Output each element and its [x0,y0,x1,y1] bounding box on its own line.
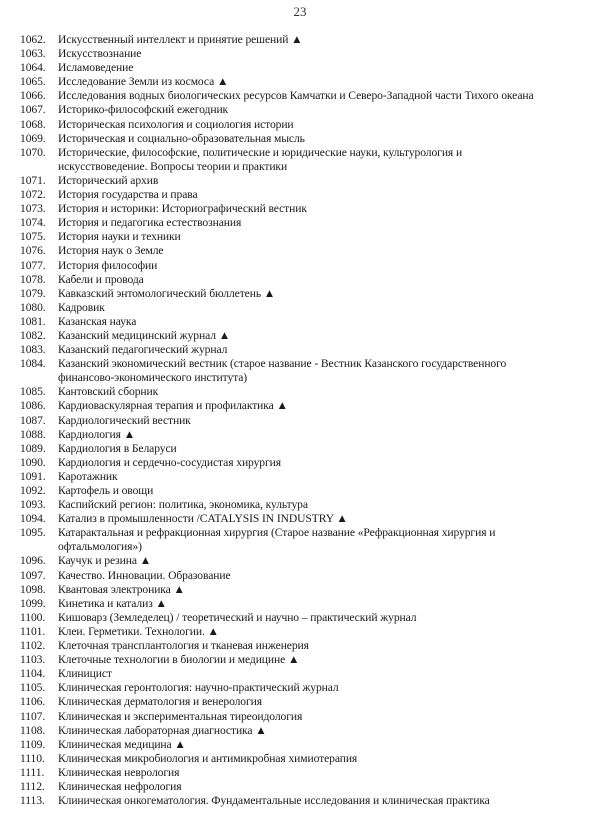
item-title: Клиническая нефрология [58,779,182,793]
list-item [20,554,580,568]
list-item [20,780,580,794]
item-number: 1076. [20,244,46,258]
item-title: Кавказский энтомологический бюллетень ▲ [58,286,276,300]
list-item [20,442,580,456]
item-title: Искусствознание [58,47,142,61]
list-item [20,75,580,89]
item-title: История и историки: Историографический вестник [58,202,307,216]
item-number: 1080. [20,300,46,314]
list-item [20,484,580,498]
list-item [20,456,580,470]
item-number: 1088. [20,427,46,441]
item-title: Историко-философский ежегодник [58,103,229,117]
list-item [20,343,580,357]
item-number: 1065. [20,75,46,89]
list-item [20,244,580,258]
list-item [20,766,580,780]
list-item [20,47,580,61]
item-title: История науки и техники [58,230,181,244]
item-title: Картофель и овощи [58,484,154,497]
list-item [20,174,580,188]
item-number: 1066. [20,89,46,103]
item-number: 1100. [20,610,46,624]
item-number: 1085. [20,385,46,399]
list-item [20,653,580,667]
item-title: История философии [58,258,158,272]
list-item [20,639,580,653]
item-number: 1107. [20,709,46,723]
item-title: История и педагогика естествознания [58,216,242,230]
item-title: Клиническая онкогематология. Фундаментальные исследования и клиническая практика [58,794,490,808]
item-number: 1078. [20,272,46,286]
item-number: 1086. [20,399,46,413]
item-number: 1102. [20,639,46,653]
list-item [20,202,580,216]
item-number: 1084. [20,357,46,371]
list-item [20,385,580,399]
item-title: Клиницист [58,667,112,681]
item-number: 1073. [20,202,46,216]
list-item [20,315,580,329]
item-title: Казанский медицинский журнал ▲ [58,328,231,342]
journal-list [20,33,580,808]
list-item [20,230,580,244]
item-number: 1064. [20,61,46,75]
item-number: 1103. [20,653,46,667]
list-item [20,695,580,709]
item-number: 1083. [20,343,46,357]
item-title: Исследование Земли из космоса ▲ [58,75,229,89]
item-title: Казанская наука [58,314,137,328]
item-title: Кантовский сборник [58,385,159,399]
list-item [20,216,580,230]
item-title: Исторические, философские, политические и юридические науки, культурология и искусствоведение. Вопросы теории и практики [58,145,463,173]
page-number: 23 [293,4,307,19]
list-item [20,259,580,273]
list-item [20,357,580,385]
list-item [20,399,580,413]
item-number: 1104. [20,667,46,681]
item-number: 1091. [20,469,46,483]
item-number: 1072. [20,188,46,202]
list-item [20,498,580,512]
item-number: 1096. [20,554,46,568]
item-title: Клеточная трансплантология и тканевая инженерия [58,639,309,653]
list-item [20,569,580,583]
list-item [20,724,580,738]
list-item [20,428,580,442]
item-number: 1093. [20,498,46,512]
item-number: 1101. [20,624,46,638]
item-title: Кардиология и сердечно-сосудистая хирургия [58,455,281,469]
item-number: 1095. [20,526,46,540]
list-item [20,89,580,103]
item-number: 1075. [20,230,46,244]
list-item [20,118,580,132]
item-title: Клиническая дерматология и венерология [58,695,262,709]
item-title: Качество. Инновации. Образование [58,568,231,582]
list-item [20,738,580,752]
item-number: 1105. [20,681,46,695]
item-number: 1089. [20,441,46,455]
item-number: 1082. [20,328,46,342]
item-number: 1112. [20,779,45,793]
item-title: Каротажник [58,469,118,483]
item-title: Кадровик [58,300,105,314]
item-number: 1092. [20,484,46,497]
item-title: Клиническая лабораторная диагностика ▲ [58,723,267,737]
item-title: Клиническая и экспериментальная тиреоидология [58,709,303,723]
item-number: 1113. [20,794,45,808]
list-item [20,681,580,695]
list-item [20,301,580,315]
list-item [20,132,580,146]
item-title: Исторический архив [58,173,159,187]
item-title: Клиническая медицина ▲ [58,737,186,751]
item-number: 1070. [20,145,46,159]
item-number: 1106. [20,695,46,709]
item-number: 1097. [20,568,46,582]
item-title: Историческая и социально-образовательная мысль [58,131,305,145]
list-item [20,470,580,484]
item-number: 1071. [20,173,46,187]
item-title: Исследования водных биологических ресурсов Камчатки и Северо-Западной части Тихого океана [58,89,534,103]
item-title: Исламоведение [58,61,134,75]
list-item [20,794,580,808]
item-number: 1063. [20,47,46,61]
list-item [20,287,580,301]
item-title: Кардиология в Беларуси [58,441,177,455]
item-number: 1094. [20,512,46,526]
item-title: Историческая психология и социология истории [58,117,294,131]
item-number: 1068. [20,117,46,131]
list-item [20,611,580,625]
item-number: 1110. [20,751,45,765]
item-title: Клеточные технологии в биологии и медицине ▲ [58,653,300,667]
item-title: Кардиология ▲ [58,427,136,441]
item-number: 1099. [20,596,46,610]
item-title: История государства и права [58,188,198,202]
item-title: Искусственный интеллект и принятие решений ▲ [58,33,303,46]
item-title: Кинетика и катализ ▲ [58,596,167,610]
item-title: Катарактальная и рефракционная хирургия (Старое название «Рефракционная хирургия и офтальмология») [58,526,496,554]
list-item [20,667,580,681]
item-title: Каспийский регион: политика, экономика, культура [58,498,308,512]
list-item [20,103,580,117]
list-item [20,61,580,75]
list-item [20,597,580,611]
item-number: 1087. [20,413,46,427]
item-title: Клеи. Герметики. Технологии. ▲ [58,624,219,638]
list-item [20,188,580,202]
item-title: Клиническая геронтология: научно-практический журнал [58,681,339,695]
item-title: Казанский педагогический журнал [58,343,228,357]
item-number: 1109. [20,737,46,751]
item-number: 1111. [20,765,45,779]
item-title: Кардиологический вестник [58,413,191,427]
item-title: Катализ в промышленности /CATALYSIS IN INDUSTRY ▲ [58,512,348,526]
item-title: Кабели и провода [58,272,144,286]
item-title: Казанский экономический вестник (старое название - Вестник Казанского государственного финансово-экономического института) [58,357,507,385]
item-title: История наук о Земле [58,244,164,258]
list-item [20,526,580,554]
list-item [20,329,580,343]
list-item [20,273,580,287]
list-item [20,414,580,428]
item-title: Кишоварз (Земледелец) / теоретический и научно – практический журнал [58,610,417,624]
item-title: Каучук и резина ▲ [58,554,152,568]
item-title: Кардиоваскулярная терапия и профилактика ▲ [58,399,288,413]
item-title: Клиническая неврология [58,765,180,779]
list-item [20,752,580,766]
list-item [20,710,580,724]
list-item [20,583,580,597]
item-number: 1079. [20,286,46,300]
item-number: 1098. [20,582,46,596]
list-item [20,512,580,526]
item-number: 1062. [20,33,46,46]
item-number: 1077. [20,258,46,272]
item-number: 1108. [20,723,46,737]
item-number: 1067. [20,103,46,117]
item-title: Квантовая электроника ▲ [58,582,185,596]
item-title: Клиническая микробиология и антимикробная химиотерапия [58,751,358,765]
item-number: 1090. [20,455,46,469]
item-number: 1074. [20,216,46,230]
item-number: 1081. [20,314,46,328]
item-number: 1069. [20,131,46,145]
list-item [20,625,580,639]
list-item [20,33,580,47]
list-item [20,146,580,174]
